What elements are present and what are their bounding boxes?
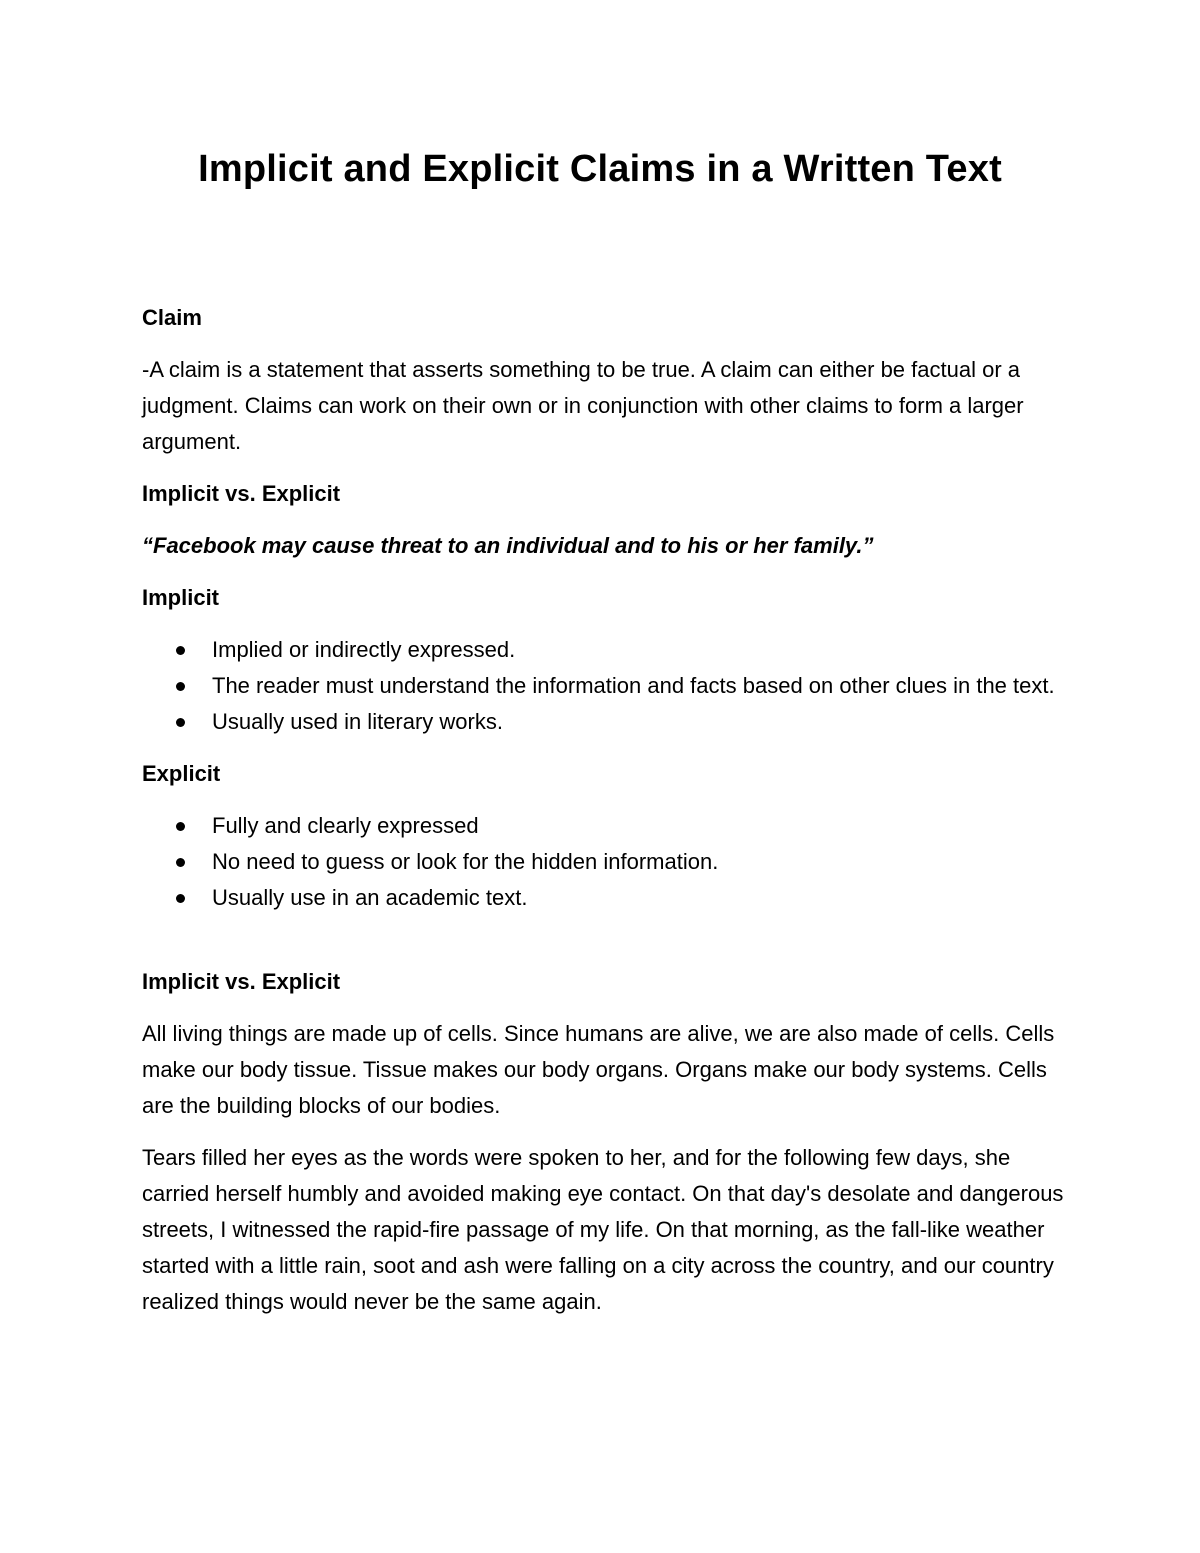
comparison-heading-1: Implicit vs. Explicit: [142, 481, 341, 506]
claim-definition: -A claim is a statement that asserts something to be true. A claim can either be factual or a judgment. Claims can work on their own or in conjunction with other claims to form a larger argument.: [142, 357, 1024, 454]
bullet-icon: [176, 682, 185, 691]
explicit-list: [142, 808, 1072, 916]
claim-heading: Claim: [142, 305, 202, 330]
list-item-text: Implied or indirectly expressed.: [212, 637, 516, 662]
list-item: [142, 880, 1072, 916]
list-item-text: The reader must understand the information and facts based on other clues in the text.: [212, 673, 1055, 698]
explicit-heading: Explicit: [142, 761, 221, 786]
bullet-icon: [176, 894, 185, 903]
list-item: [142, 808, 1072, 844]
implicit-example-paragraph: Tears filled her eyes as the words were spoken to her, and for the following few days, she carried herself humbly and avoided making eye contact. On that day's desolate and dangerous streets, I witnessed the rapid-fire passage of my life. On that morning, as the fall-like weather started with a little rain, soot and ash were falling on a city across the country, and our country realized things would never be the same again.: [142, 1145, 1064, 1314]
list-item-text: Usually used in literary works.: [212, 709, 503, 734]
list-item: [142, 668, 1072, 704]
bullet-icon: [176, 822, 185, 831]
explicit-example-paragraph: All living things are made up of cells. Since humans are alive, we are also made of cells. Cells make our body tissue. Tissue makes our body organs. Organs make our body systems. Cells are the building blocks of our bodies.: [142, 1021, 1055, 1118]
bullet-icon: [176, 858, 185, 867]
comparison-heading-2: Implicit vs. Explicit: [142, 969, 341, 994]
list-item-text: Fully and clearly expressed: [212, 813, 479, 838]
list-item: [142, 704, 1072, 740]
list-item: [142, 632, 1072, 668]
page-title: Implicit and Explicit Claims in a Written Text: [198, 148, 1002, 190]
implicit-list: [142, 632, 1072, 740]
list-item-text: No need to guess or look for the hidden information.: [212, 849, 719, 874]
bullet-icon: [176, 718, 185, 727]
list-item-text: Usually use in an academic text.: [212, 885, 528, 910]
implicit-heading: Implicit: [142, 585, 220, 610]
bullet-icon: [176, 646, 185, 655]
list-item: [142, 844, 1072, 880]
document-body: [142, 300, 1072, 1320]
example-quote: “Facebook may cause threat to an individual and to his or her family.”: [142, 533, 874, 558]
